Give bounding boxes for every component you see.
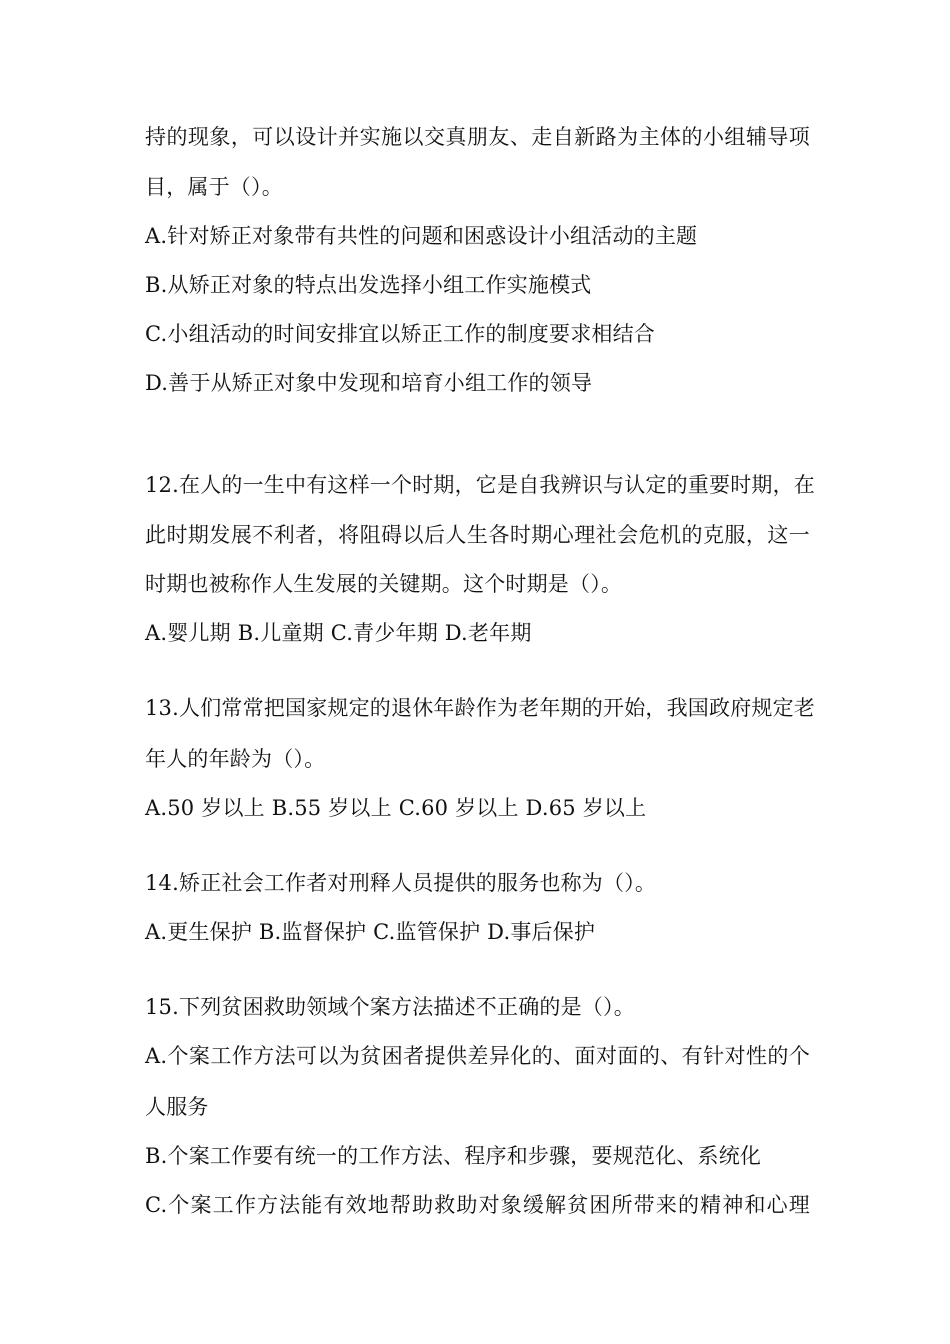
option-line: A.更生保护 B.监督保护 C.监管保护 D.事后保护: [145, 920, 596, 944]
option-line: A.针对矫正对象带有共性的问题和困惑设计小组活动的主题: [145, 224, 698, 248]
question-12-line: 12.在人的一生中有这样一个时期，它是自我辨识与认定的重要时期，在: [145, 473, 815, 497]
option-line: C.个案工作方法能有效地帮助救助对象缓解贫困所带来的精神和心理: [145, 1193, 810, 1217]
question-15-line: 15.下列贫困救助领域个案方法描述不正确的是（）。: [145, 995, 635, 1019]
option-line: A.婴儿期 B.儿童期 C.青少年期 D.老年期: [145, 621, 532, 645]
option-line: B.个案工作要有统一的工作方法、程序和步骤，要规范化、系统化: [145, 1144, 762, 1168]
option-line: A.50 岁以上 B.55 岁以上 C.60 岁以上 D.65 岁以上: [145, 796, 647, 820]
question-12-line: 此时期发展不利者，将阻碍以后人生各时期心理社会危机的克服，这一: [145, 523, 810, 547]
question-14-line: 14.矫正社会工作者对刑释人员提供的服务也称为（）。: [145, 871, 657, 895]
option-line: D.善于从矫正对象中发现和培育小组工作的领导: [145, 371, 593, 395]
option-line: A.个案工作方法可以为贫困者提供差异化的、面对面的、有针对性的个: [145, 1044, 810, 1068]
option-line: 人服务: [145, 1095, 209, 1119]
text-line: 持的现象，可以设计并实施以交真朋友、走自新路为主体的小组辅导项: [145, 125, 810, 149]
question-12-line: 时期也被称作人生发展的关键期。这个时期是（）。: [145, 572, 623, 596]
option-line: B.从矫正对象的特点出发选择小组工作实施模式: [145, 273, 592, 297]
text-line: 目，属于（）。: [145, 175, 283, 199]
option-line: C.小组活动的时间安排宜以矫正工作的制度要求相结合: [145, 322, 655, 346]
question-13-line: 13.人们常常把国家规定的退休年龄作为老年期的开始，我国政府规定老: [145, 696, 815, 720]
question-13-line: 年人的年龄为（）。: [145, 747, 326, 771]
